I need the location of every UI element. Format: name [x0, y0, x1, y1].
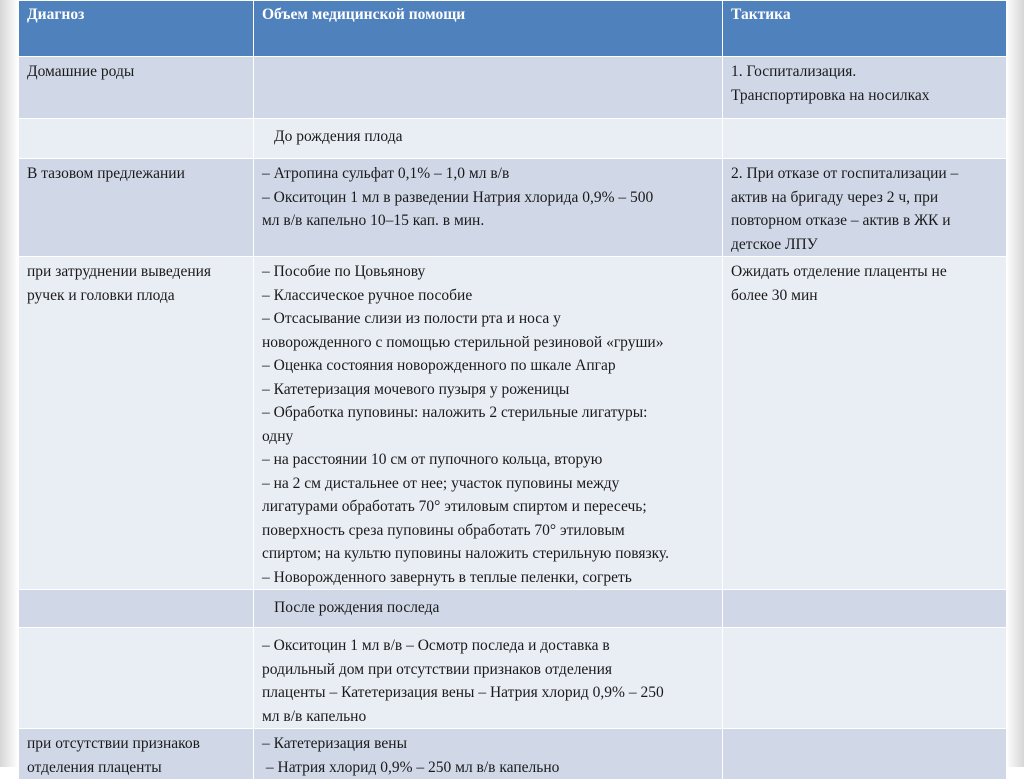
- table-row: [19, 57, 1007, 119]
- cell-volume: [254, 257, 723, 590]
- cell-tactic: [723, 628, 1007, 729]
- table-row: [19, 119, 1007, 159]
- cell-volume: [254, 628, 723, 729]
- cell-line: при отсутствии признаков: [27, 735, 200, 752]
- cell-line: Транспортировка на носилках: [731, 86, 930, 104]
- cell-volume: [254, 729, 723, 780]
- cell-line: – Классическое ручное пособие: [262, 286, 473, 304]
- cell-tactic: [723, 159, 1007, 257]
- cell-line: при затруднении выведения: [27, 263, 212, 280]
- cell-line: Домашние роды: [27, 63, 135, 80]
- cell-volume: [254, 57, 723, 119]
- cell-line: одну: [262, 427, 294, 445]
- cell-tactic: [723, 257, 1007, 590]
- page-shadow-right: [1006, 0, 1024, 767]
- cell-line: актив на бригаду через 2 ч, при: [731, 188, 939, 206]
- cell-line: – Окситоцин 1 мл в разведении Натрия хлорида 0,9% – 500: [262, 188, 654, 206]
- header-tactic: Тактика: [723, 1, 1007, 57]
- cell-line: мл в/в капельно 10–15 кап. в мин.: [262, 212, 485, 229]
- cell-tactic: [723, 590, 1007, 628]
- cell-line: родильный дом при отсутствии признаков отделения: [262, 660, 613, 678]
- header-diagnosis: Диагноз: [19, 1, 254, 57]
- cell-line: повторном отказе – актив в ЖК и: [731, 212, 951, 229]
- cell-diagnosis: [19, 628, 254, 729]
- cell-diagnosis: [19, 257, 254, 590]
- cell-volume: [254, 159, 723, 257]
- cell-diagnosis: [19, 159, 254, 257]
- cell-line: – Натрия хлорид 0,9% – 250 мл в/в капельно: [262, 758, 560, 776]
- cell-tactic: [723, 119, 1007, 159]
- cell-line: 2. При отказе от госпитализации –: [731, 165, 959, 182]
- cell-line: – на расстоянии 10 см от пупочного кольца, вторую: [262, 451, 603, 468]
- cell-line: В тазовом предлежании: [27, 165, 185, 182]
- cell-line: Ожидать отделение плаценты не: [731, 263, 947, 280]
- cell-line: детское ЛПУ: [731, 235, 818, 253]
- cell-line: спиртом; на культю пуповины наложить стерильную повязку.: [262, 545, 669, 562]
- cell-line: – Катетеризация вены: [262, 735, 408, 752]
- cell-line: поверхность среза пуповины обработать 70° этиловым: [262, 521, 625, 539]
- cell-line: – Пособие по Цовьянову: [262, 263, 426, 280]
- table-row: [19, 257, 1007, 590]
- cell-line: – на 2 см дистальнее от нее; участок пуповины между: [262, 474, 620, 492]
- cell-volume: [254, 590, 723, 628]
- cell-line: – Атропина сульфат 0,1% – 1,0 мл в/в: [262, 165, 510, 182]
- table-row: [19, 590, 1007, 628]
- cell-line: ручек и головки плода: [27, 286, 175, 304]
- section-title: До рождения плода: [274, 128, 403, 145]
- cell-line: – Отсасывание слизи из полости рта и носа у: [262, 310, 561, 327]
- cell-diagnosis: [19, 729, 254, 780]
- cell-volume: [254, 119, 723, 159]
- cell-line: более 30 мин: [731, 286, 818, 304]
- header-volume: Объем медицинской помощи: [254, 1, 723, 57]
- cell-line: – Обработка пуповины: наложить 2 стерильные лигатуры:: [262, 404, 648, 421]
- cell-line: – Новорожденного завернуть в теплые пеленки, согреть: [262, 568, 632, 586]
- page-shadow-left: [0, 0, 18, 767]
- table-row: [19, 159, 1007, 257]
- cell-diagnosis: [19, 119, 254, 159]
- cell-line: отделения плаценты: [27, 758, 162, 776]
- cell-line: – Катетеризация мочевого пузыря у роженицы: [262, 380, 570, 398]
- cell-line: мл в/в капельно: [262, 707, 367, 725]
- table-row: [19, 729, 1007, 780]
- table-row: [19, 628, 1007, 729]
- cell-line: новорожденного с помощью стерильной резиновой «груши»: [262, 333, 664, 351]
- cell-line: – Окситоцин 1 мл в/в – Осмотр последа и доставка в: [262, 637, 610, 654]
- cell-line: 1. Госпитализация.: [731, 63, 857, 80]
- cell-diagnosis: [19, 590, 254, 628]
- cell-line: – Оценка состояния новорожденного по шкале Апгар: [262, 357, 616, 374]
- cell-diagnosis: [19, 57, 254, 119]
- section-title: После рождения последа: [274, 599, 440, 616]
- medical-care-table: [18, 0, 1007, 780]
- cell-tactic: [723, 57, 1007, 119]
- cell-tactic: [723, 729, 1007, 780]
- cell-line: лигатурами обработать 70° этиловым спиртом и пересечь;: [262, 498, 647, 515]
- table-header-row: [19, 1, 1007, 57]
- cell-line: плаценты – Катетеризация вены – Натрия хлорид 0,9% – 250: [262, 684, 664, 701]
